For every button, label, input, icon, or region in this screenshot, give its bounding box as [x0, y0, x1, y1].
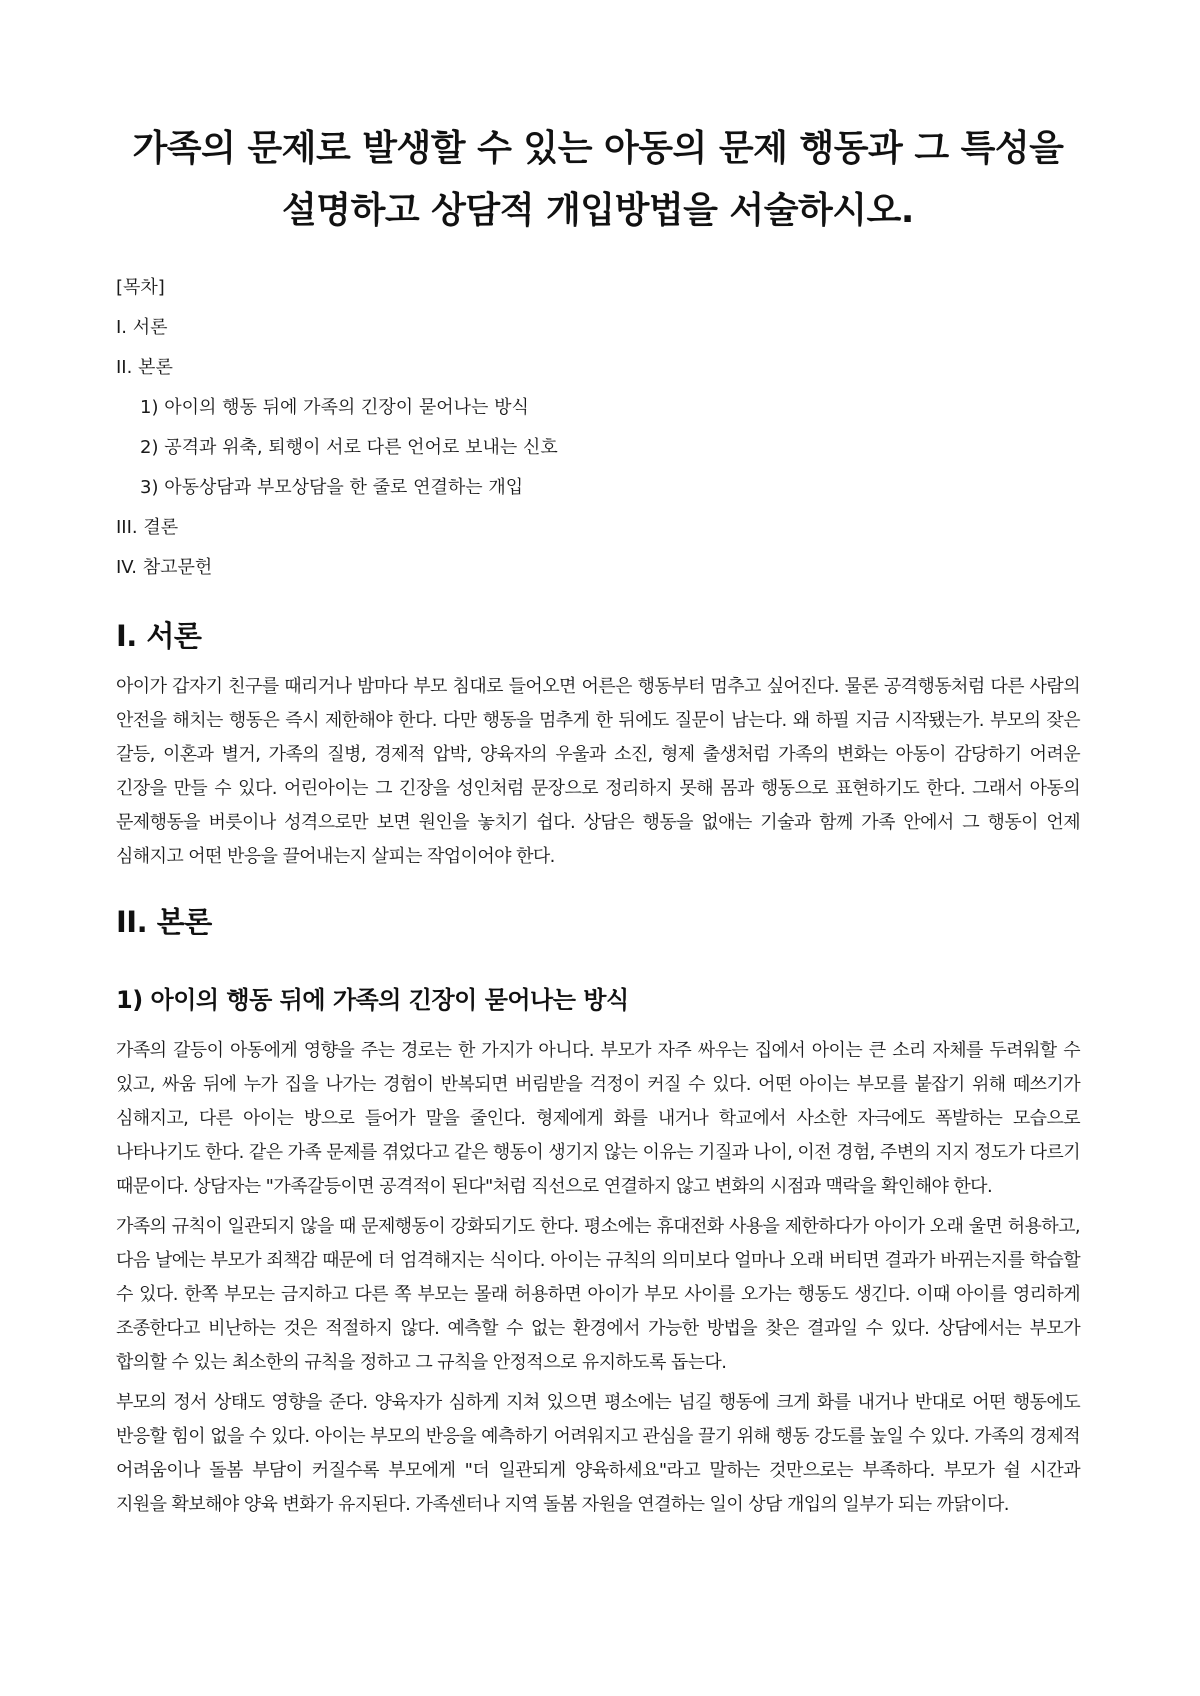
subsection-heading-1: 1) 아이의 행동 뒤에 가족의 긴장이 묻어나는 방식 — [116, 986, 629, 1014]
body-paragraph-1: 가족의 갈등이 아동에게 영향을 주는 경로는 한 가지가 아니다. 부모가 자주 싸우는 집에서 아이는 큰 소리 자체를 두려워할 수 있고, 싸움 뒤에 누가 집을 나가는 경험이 반복되면 버림받을 걱정이 커질 수 있다. 어떤 아이는 부모를 붙잡기 위해 떼쓰기가 심해지고, 다른 아이는 방으로 들어가 말을 줄인다. 형제에게 화를 내거나 학교에서 사소한 자극에도 폭발하는 모습으로 나타나기도 한다. 같은 가족 문제를 겪었다고 같은 행동이 생기지 않는 이유는 기질과 나이, 이전 경험, 주변의 지지 정도가 다르기 때문이다. 상담자는 "가족갈등이면 공격적이 된다"처럼 직선으로 연결하지 않고 변화의 시점과 맥락을 확인해야 한다. — [116, 1040, 1080, 1197]
body-paragraph-2: 가족의 규칙이 일관되지 않을 때 문제행동이 강화되기도 한다. 평소에는 휴대전화 사용을 제한하다가 아이가 오래 울면 허용하고, 다음 날에는 부모가 죄책감 때문에 더 엄격해지는 식이다. 아이는 규칙의 의미보다 얼마나 오래 버티면 결과가 바뀌는지를 학습할 수 있다. 한쪽 부모는 금지하고 다른 쪽 부모는 몰래 허용하면 아이가 부모 사이를 오가는 행동도 생긴다. 이때 아이를 영리하게 조종한다고 비난하는 것은 적절하지 않다. 예측할 수 없는 환경에서 가능한 방법을 찾은 결과일 수 있다. 상담에서는 부모가 합의할 수 있는 최소한의 규칙을 정하고 그 규칙을 안정적으로 유지하도록 돕는다. — [116, 1216, 1080, 1373]
toc-item-introduction: I. 서론 — [116, 317, 168, 338]
section-heading-body: II. 본론 — [116, 905, 212, 939]
toc-item-body-3: 3) 아동상담과 부모상담을 한 줄로 연결하는 개입 — [140, 477, 524, 498]
toc-item-references: IV. 참고문헌 — [116, 557, 213, 578]
toc-item-body: II. 본론 — [116, 357, 173, 378]
toc-item-body-1: 1) 아이의 행동 뒤에 가족의 긴장이 묻어나는 방식 — [140, 397, 529, 418]
toc-item-conclusion: III. 결론 — [116, 517, 179, 538]
toc-heading: [목차] — [116, 277, 165, 298]
table-of-contents — [116, 268, 1080, 588]
section-heading-introduction: I. 서론 — [116, 619, 202, 653]
body-paragraph-3: 부모의 정서 상태도 영향을 준다. 양육자가 심하게 지쳐 있으면 평소에는 넘길 행동에 크게 화를 내거나 반대로 어떤 행동에도 반응할 힘이 없을 수 있다. 아이는 부모의 반응을 예측하기 어려워지고 관심을 끌기 위해 행동 강도를 높일 수 있다. 가족의 경제적 어려움이나 돌봄 부담이 커질수록 부모에게 "더 일관되게 양육하세요"라고 말하는 것만으로는 부족하다. 부모가 쉴 시간과 지원을 확보해야 양육 변화가 유지된다. 가족센터나 지역 돌봄 자원을 연결하는 일이 상담 개입의 일부가 되는 까닭이다. — [116, 1392, 1080, 1515]
introduction-paragraph: 아이가 갑자기 친구를 때리거나 밤마다 부모 침대로 들어오면 어른은 행동부터 멈추고 싶어진다. 물론 공격행동처럼 다른 사람의 안전을 해치는 행동은 즉시 제한해야 한다. 다만 행동을 멈추게 한 뒤에도 질문이 남는다. 왜 하필 지금 시작됐는가. 부모의 잦은 갈등, 이혼과 별거, 가족의 질병, 경제적 압박, 양육자의 우울과 소진, 형제 출생처럼 가족의 변화는 아동이 감당하기 어려운 긴장을 만들 수 있다. 어린아이는 그 긴장을 성인처럼 문장으로 정리하지 못해 몸과 행동으로 표현하기도 한다. 그래서 아동의 문제행동을 버릇이나 성격으로만 보면 원인을 놓치기 쉽다. 상담은 행동을 없애는 기술과 함께 가족 안에서 그 행동이 언제 심해지고 어떤 반응을 끌어내는지 살피는 작업이어야 한다. — [116, 676, 1080, 867]
toc-item-body-2: 2) 공격과 위축, 퇴행이 서로 다른 언어로 보내는 신호 — [140, 437, 558, 458]
document-title: 가족의 문제로 발생할 수 있는 아동의 문제 행동과 그 특성을 설명하고 상담적 개입방법을 서술하시오. — [132, 128, 1064, 231]
